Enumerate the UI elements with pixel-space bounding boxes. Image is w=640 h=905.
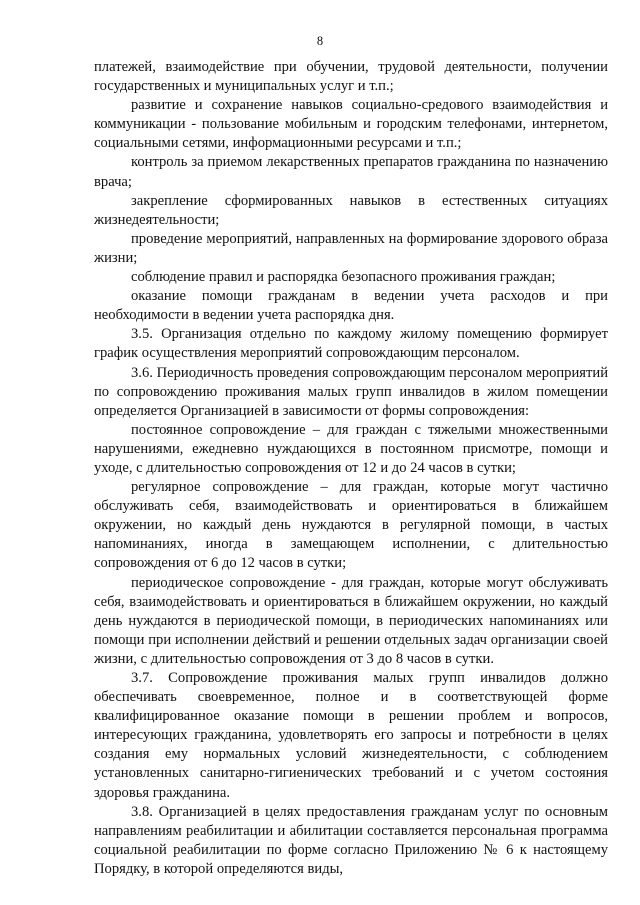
paragraph: 3.7. Сопровождение проживания малых групп инвалидов должно обеспечивать своевременное, полное и в соответствующей форме квалифицированное оказание помощи в решении проблем и вопросов, интересующих гражданина, удовлетворять его запросы и потребности в целях создания ему нормальных условий жизнедеятельности, с соблюдением установленных санитарно-гигиенических требований и с учетом состояния здоровья гражданина. xyxy=(94,670,608,801)
paragraph: соблюдение правил и распорядка безопасного проживания граждан; xyxy=(131,269,556,286)
paragraph: 3.6. Периодичность проведения сопровождающим персоналом мероприятий по сопровождению проживания малых групп инвалидов в жилом помещении определяется Организацией в зависимости от формы сопровождения: xyxy=(94,364,608,419)
paragraph: развитие и сохранение навыков социально-средового взаимодействия и коммуникации - пользование мобильным и городским телефонами, интернетом, социальными сетями, информационными ресурсами и т.п.; xyxy=(94,97,608,152)
paragraph: оказание помощи гражданам в ведении учета расходов и при необходимости в ведении учета распорядка дня. xyxy=(94,288,608,324)
paragraph: платежей, взаимодействие при обучении, трудовой деятельности, получении государственных и муниципальных услуг и т.п.; xyxy=(94,59,608,95)
paragraph: контроль за приемом лекарственных препаратов гражданина по назначению врача; xyxy=(94,154,608,190)
paragraph: периодическое сопровождение - для граждан, которые могут обслуживать себя, взаимодействовать и ориентироваться в ближайшем окружении, но каждый день нуждаются в периодической помощи, в периодических напоминаниях или помощи при исполнении действий и решении отдельных задач организации своей жизни, с длительностью сопровождения от 3 до 8 часов в сутки. xyxy=(94,574,608,667)
paragraph: 3.8. Организацией в целях предоставления гражданам услуг по основным направлениям реабилитации и абилитации составляется персональная программа социальной реабилитации по форме согласно Приложению № 6 к настоящему Порядку, в которой определяются виды, xyxy=(94,803,608,877)
paragraph: закрепление сформированных навыков в естественных ситуациях жизнедеятельности; xyxy=(94,192,608,228)
paragraph: постоянное сопровождение – для граждан с тяжелыми множественными нарушениями, ежедневно нуждающихся в постоянном присмотре, помощи и уходе, с длительностью сопровождения от 12 и до 24 часов в сутки; xyxy=(94,421,608,476)
paragraph: проведение мероприятий, направленных на формирование здорового образа жизни; xyxy=(94,230,608,266)
page-number: 8 xyxy=(316,34,324,48)
paragraph: 3.5. Организация отдельно по каждому жилому помещению формирует график осуществления мероприятий сопровождающим персоналом. xyxy=(94,326,608,362)
paragraph: регулярное сопровождение – для граждан, которые могут частично обслуживать себя, взаимодействовать и ориентироваться в ближайшем окружении, но каждый день нуждаются в регулярной помощи, в частых напоминаниях, иногда в замещающем исполнении, с длительностью сопровождения от 6 до 12 часов в сутки; xyxy=(94,479,608,572)
document-body xyxy=(94,58,608,879)
